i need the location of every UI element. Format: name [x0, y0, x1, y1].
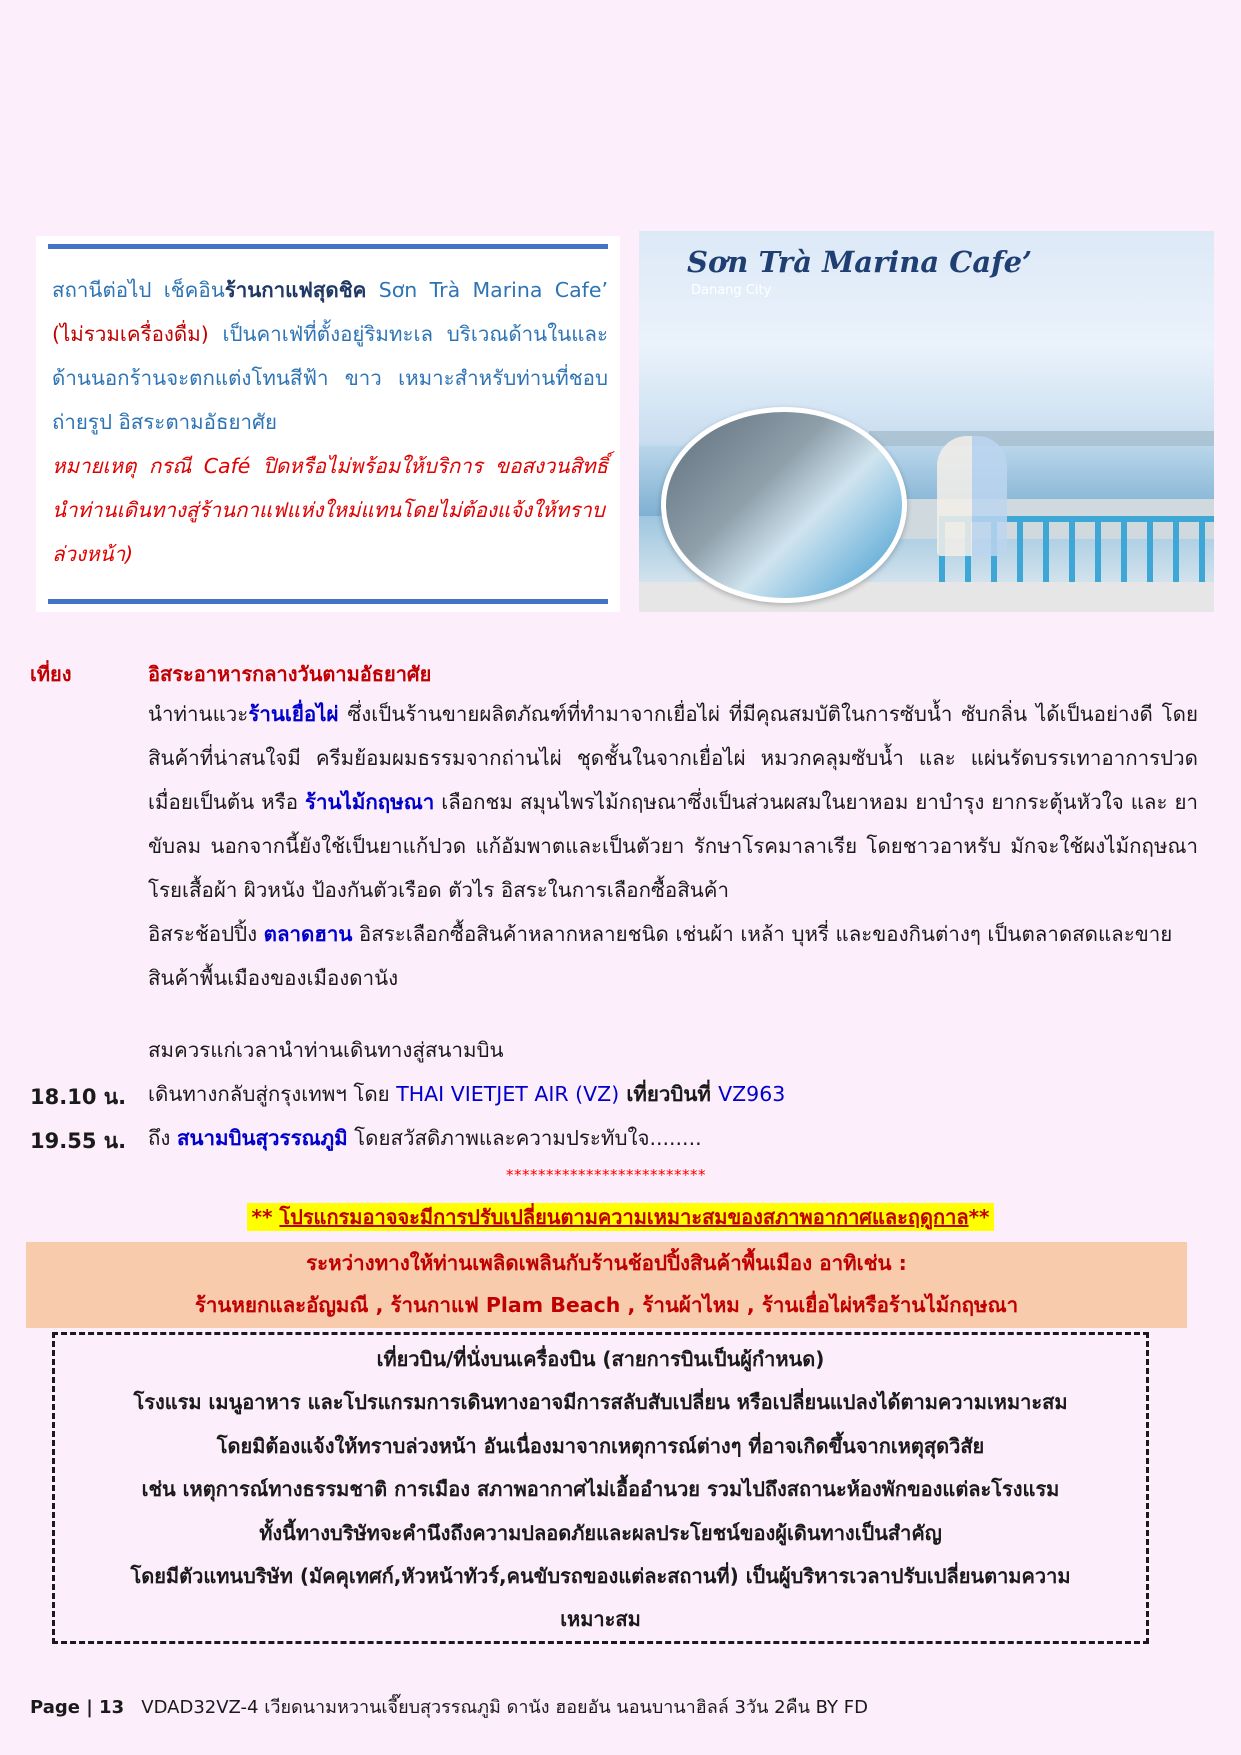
- airport-name: สนามบินสุวรรณภูมิ: [176, 1126, 348, 1150]
- disclaimer-line: เหมาะสม: [560, 1607, 641, 1632]
- departure-lead: เดินทางกลับสู่กรุงเทพฯ โดย: [148, 1082, 397, 1106]
- market-paragraph: [148, 912, 1198, 1000]
- arrival-lead: ถึง: [148, 1126, 177, 1150]
- disclaimer-box: [52, 1332, 1149, 1644]
- photo-subtitle: Danang City: [691, 283, 772, 298]
- disclaimer-line: โดยมิต้องแจ้งให้ทราบล่วงหน้า อันเนื่องมาจากเหตุการณ์ต่างๆ ที่อาจเกิดขึ้นจากเหตุสุดวิสัย: [216, 1433, 985, 1458]
- arrival-line: [148, 1116, 702, 1160]
- notice-row: [0, 1200, 1241, 1234]
- departure-line: [148, 1072, 785, 1116]
- disclaimer-line: โดยมีตัวแทนบริษัท (มัคคุเทศก์,หัวหน้าทัวร์,คนขับรถของแต่ละสถานที่) เป็นผู้บริหารเวลาปรับเปลี่ยนตามความ: [130, 1564, 1071, 1589]
- airline-name: THAI VIETJET AIR (VZ): [396, 1082, 620, 1106]
- star-divider: *************************: [506, 1166, 706, 1184]
- intro-box: [36, 236, 620, 612]
- shops-banner: [26, 1242, 1187, 1328]
- intro-description: เป็นคาเฟ่ที่ตั้งอยู่ริมทะเล บริเวณด้านในและด้านนอกร้านจะตกแต่งโทนสีฟ้า ขาว เหมาะสำหรับท่านที่ชอบถ่ายรูป อิสระตามอัธยาศัย: [52, 322, 608, 434]
- page-footer: [30, 1692, 868, 1721]
- notice-text: โปรแกรมอาจจะมีการปรับเปลี่ยนตามความเหมาะสมของสภาพอากาศและฤดูกาล: [279, 1205, 969, 1229]
- han-market: ตลาดฮาน: [263, 922, 353, 946]
- closure-note: หมายเหตุ กรณี Café ปิดหรือไม่พร้อมให้บริการ ขอสงวนสิทธิ์นำท่านเดินทางสู่ร้านกาแฟแห่งใหม่แทนโดยไม่ต้องแจ้งให้ทราบล่วงหน้า): [52, 454, 608, 566]
- disclaimer-line: ทั้งนี้ทางบริษัทจะคำนึงถึงความปลอดภัยและผลประโยชน์ของผู้เดินทางเป็นสำคัญ: [259, 1520, 942, 1545]
- disclaimer-line: เช่น เหตุการณ์ทางธรรมชาติ การเมือง สภาพอากาศไม่เอื้ออำนวย รวมไปถึงสถานะห้องพักของแต่ละโรงแรม: [141, 1477, 1060, 1502]
- top-divider: [48, 244, 608, 249]
- intro-text: [52, 268, 608, 576]
- document-title: VDAD32VZ-4 เวียดนามหวานเจี๊ยบสุวรรณภูมิ ดานัง ฮอยอัน นอนบานาฮิลล์ 3วัน 2คืน BY FD: [141, 1697, 868, 1718]
- notice-prefix: **: [251, 1205, 280, 1229]
- lunch-heading: อิสระอาหารกลางวันตามอัธยาศัย: [148, 662, 432, 686]
- disclaimer-line: เที่ยวบิน/ที่นั่งบนเครื่องบิน (สายการบินเป็นผู้กำหนด): [376, 1347, 825, 1371]
- flight-no-label: เที่ยวบินที่: [619, 1082, 719, 1106]
- p1-body: ซึ่งเป็นร้านขายผลิตภัณฑ์ที่ทำมาจากเยื่อไผ่ ที่มีคุณสมบัติในการซับน้ำ ซับกลิ่น ได้เป็นอย่างดี โดยสินค้าที่น่าสนใจมี ครีมย้อมผมธรรมจากถ่านไผ่ ชุดชั้นในจากเยื่อไผ่ หมวกคลุมซับน้ำ และ แผ่นรัดบรรเทาอาการปวดเมื่อยเป็นต้น หรือ: [148, 702, 1198, 814]
- photo-title: Sơn Trà Marina Cafe’: [687, 245, 1033, 279]
- airport-transfer-text: สมควรแก่เวลานำท่านเดินทางสู่สนามบิน: [148, 1038, 504, 1062]
- bamboo-shop: ร้านเยื่อไผ่: [248, 702, 339, 726]
- intro-lead: สถานีต่อไป เช็คอิน: [52, 278, 225, 302]
- couple-figure: [937, 436, 1007, 556]
- shops-line-1: ระหว่างทางให้ท่านเพลิดเพลินกับร้านช้อปปิ้งสินค้าพื้นเมือง อาทิเช่น :: [306, 1251, 907, 1275]
- arrival-tail: โดยสวัสดิภาพและความประทับใจ........: [347, 1126, 702, 1150]
- p1-lead: นำท่านแวะ: [148, 702, 249, 726]
- agarwood-shop: ร้านไม้กฤษณา: [305, 790, 435, 814]
- shops-line-2: ร้านหยกและอัญมณี , ร้านกาแฟ Plam Beach , ร้านผ้าไหม , ร้านเยื่อไผ่หรือร้านไม้กฤษณา: [194, 1293, 1019, 1317]
- shopping-paragraph: [148, 692, 1198, 912]
- bottom-divider: [48, 599, 608, 604]
- p2-body: อิสระเลือกซื้อสินค้าหลากหลายชนิด เช่นผ้า เหล้า บุหรี่ และของกินต่างๆ เป็นตลาดสดและขายสินค้าพื้นเมืองของเมืองดานัง: [148, 922, 1173, 990]
- interior-inset-photo: [661, 407, 907, 603]
- departure-time: 18.10 น.: [30, 1085, 127, 1109]
- page-number: Page | 13: [30, 1697, 125, 1718]
- disclaimer-line: โรงแรม เมนูอาหาร และโปรแกรมการเดินทางอาจมีการสลับสับเปลี่ยน หรือเปลี่ยนแปลงได้ตามความเหมาะสม: [133, 1390, 1068, 1415]
- cafe-highlight: ร้านกาแฟสุดชิค: [224, 278, 367, 302]
- no-drinks-note: (ไม่รวมเครื่องดื่ม): [52, 322, 209, 346]
- p1-tail: เลือกชม สมุนไพรไม้กฤษณาซึ่งเป็นส่วนผสมในยาหอม ยาบำรุง ยากระตุ้นหัวใจ และ ยาขับลม นอกจากนี้ยังใช้เป็นยาแก้ปวด แก้อัมพาตและเป็นตัวยา รักษาโรคมาลาเรีย โดยชาวอาหรับ มักจะใช้ผงไม้กฤษณาโรยเสื้อผ้า ผิวหนัง ป้องกันตัวเรือด ตัวไร อิสระในการเลือกซื้อสินค้า: [148, 790, 1198, 902]
- cafe-name: Sơn Trà Marina Cafe’: [366, 278, 608, 302]
- arrival-time: 19.55 น.: [30, 1129, 127, 1153]
- program-change-notice: [247, 1203, 993, 1231]
- cafe-photo: [639, 231, 1214, 612]
- notice-suffix: **: [968, 1205, 990, 1229]
- flight-number: VZ963: [718, 1082, 786, 1106]
- lunch-label: เที่ยง: [30, 662, 72, 686]
- p2-lead: อิสระช้อปปิ้ง: [148, 922, 264, 946]
